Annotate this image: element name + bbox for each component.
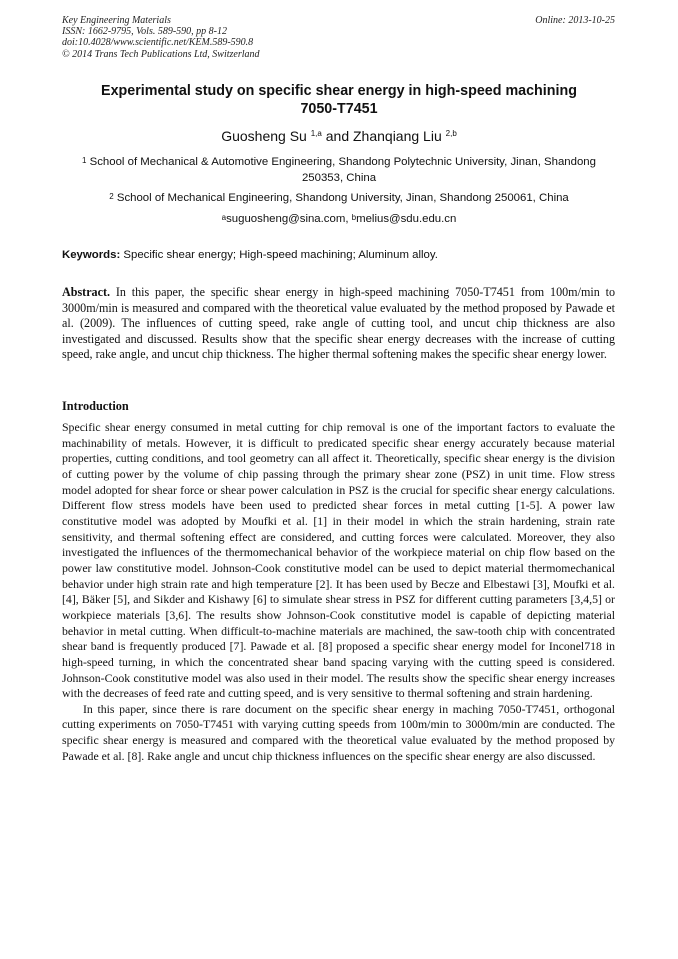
introduction-paragraph-2: In this paper, since there is rare document on the specific shear energy in maching 7050-T7451, orthogonal cutting experiments on 7050-T7451 with varying cutting speeds from 100m/min to 3000m/min are conducted. The specific shear energy is measured and compared with the theoretical value evaluated by the method proposed by Pawade et al. [8]. Rake angle and uncut chip thickness influences on the specific shear energy are also discussed. <box>62 701 615 763</box>
email-a: suguosheng@sina.com, <box>226 213 352 225</box>
email-b-mark: b <box>351 213 357 222</box>
introduction-paragraph-1: Specific shear energy consumed in metal cutting for chip removal is one of the important factors to evaluate the machinability of metals. However, it is difficult to predicated specific shear energy accurately because material properties, cutting conditions, and tool geometry can all affect it. Theoretically, specific shear energy is the division of cutting power by the volume of chip passing through the primary shear zone (PSZ) in unit time. Flow stress model adopted for shear force or shear power calculation in PSZ is the crucial for specific shear energy calculations. Different flow stress models have been used to predicted shear forces in metal cutting [1-5]. A power law constitutive model was adopted by Moufki et al. [1] in their model in which the strain hardening, strain rate sensitivity, and thermal softening effect are considered, and cutting forces were calculated. Moreover, they also investigated the influences of the thermomechanical behavior of the workpiece material on chip flow based on the power law constitutive model. Johnson-Cook constitutive model can be used to depict material thermomechanical behavior under high strain rate and high temperature [2]. It has been used by Becze and Elbestawi [3], Moufki et al. [4], Bäker [5], and Sikder and Kishawy [6] to simulate shear stress in PSZ for different cutting parameters [3,4,5] or workpiece materials [3,6]. The results show Johnson-Cook constitutive model is capable of depicting material behavior in metal cutting. When difficult-to-machine materials are machined, the saw-tooth chip with concentrated shear band is frequently produced [7]. Pawade et al. [8] proposed a specific shear energy model for Inconel718 in high-speed turning, in which the concentrated shear band spacing varying with the cutting speed is considered. Johnson-Cook constitutive model was also used in their model. The results show the specific shear energy increases with the decreases of feed rate and cutting speed, and is very sensitive to thermal softening and strain hardening. <box>62 420 615 701</box>
affiliation-2 <box>75 191 603 207</box>
affiliation-1-mark: 1 <box>82 156 87 165</box>
journal-header <box>62 15 260 60</box>
author-2-affiliation-mark: 2,b <box>445 129 457 138</box>
journal-doi: doi:10.4028/www.scientific.net/KEM.589-590.8 <box>62 37 254 49</box>
affiliation-2-mark: 2 <box>109 192 114 201</box>
author-emails <box>40 212 638 227</box>
introduction-heading: Introduction <box>62 399 129 413</box>
online-date: Online: 2013-10-25 <box>535 15 615 26</box>
author-2: Zhanqiang Liu <box>353 128 442 144</box>
journal-issn: ISSN: 1662-9795, Vols. 589-590, pp 8-12 <box>62 26 227 38</box>
affiliation-2-text: School of Mechanical Engineering, Shandong University, Jinan, Shandong 250061, China <box>116 192 569 204</box>
author-1: Guosheng Su <box>221 128 307 144</box>
author-1-affiliation-mark: 1,a <box>310 129 322 138</box>
keywords-label: Keywords: <box>62 249 121 261</box>
email-a-mark: a <box>221 213 227 222</box>
keywords <box>62 248 615 263</box>
abstract-text: In this paper, the specific shear energy in high-speed machining 7050-T7451 from 100m/min to 3000m/min is measured and compared with the theoretical value evaluated by the method proposed by Pawade et al. (2009). The influences of cutting speed, rake angle of cutting tool, and uncut chip thickness are also investigated and discussed. Results show that the specific shear energy decreases with the increase of cutting speed, rake angle, and uncut chip thickness. The higher thermal softening makes the specific shear energy lower. <box>62 285 615 361</box>
affiliation-1-text: School of Mechanical & Automotive Engineering, Shandong Polytechnic University, Jinan, Shandong 250353, China <box>89 156 596 184</box>
abstract-label: Abstract. <box>62 285 111 299</box>
author-list <box>40 127 638 145</box>
journal-copyright: © 2014 Trans Tech Publications Ltd, Switzerland <box>62 48 260 60</box>
abstract <box>62 285 615 363</box>
affiliation-1 <box>75 155 603 186</box>
author-conjunction: and <box>321 128 353 144</box>
keywords-text: Specific shear energy; High-speed machining; Aluminum alloy. <box>120 249 438 261</box>
paper-title-line-1: Experimental study on specific shear energy in high-speed machining <box>101 83 577 99</box>
paper-title-line-2: 7050-T7451 <box>300 101 378 117</box>
email-b: melius@sdu.edu.cn <box>356 213 457 225</box>
introduction-body <box>62 420 615 764</box>
paper-title <box>40 82 638 118</box>
journal-name: Key Engineering Materials <box>62 15 171 26</box>
